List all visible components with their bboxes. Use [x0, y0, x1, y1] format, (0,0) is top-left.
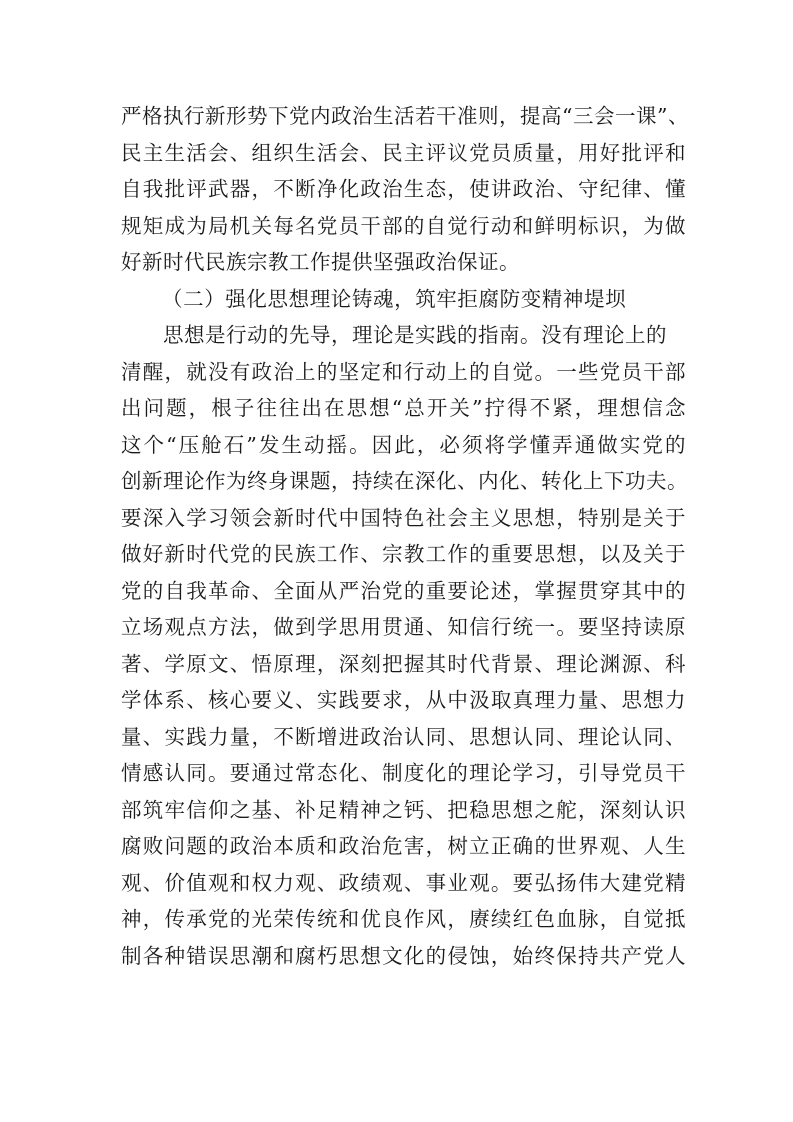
paragraph-line: 学体系、核心要义、实践要求，从中汲取真理力量、思想力 [121, 688, 686, 712]
paragraph-line: 民主生活会、组织生活会、民主评议党员质量，用好批评和 [121, 140, 686, 165]
paragraph-line: 要深入学习领会新时代中国特色社会主义思想，特别是关于 [121, 505, 686, 530]
paragraph-line: 腐败问题的政治本质和政治危害，树立正确的世界观、人生 [121, 834, 686, 858]
paragraph-line: 量、实践力量，不断增进政治认同、思想认同、理论认同、 [121, 724, 686, 749]
paragraph-line: 自我批评武器，不断净化政治生态，使讲政治、守纪律、懂 [121, 177, 686, 201]
paragraph-line: 著、学原文、悟原理，深刻把握其时代背景、理论渊源、科 [121, 651, 686, 676]
paragraph-line: 部筑牢信仰之基、补足精神之钙、把稳思想之舵，深刻认识 [121, 797, 686, 822]
paragraph-line: 情感认同。要通过常态化、制度化的理论学习，引导党员干 [121, 761, 686, 785]
paragraph-line: 党的自我革命、全面从严治党的重要论述，掌握贯穿其中的 [121, 578, 686, 603]
paragraph-line: 思想是行动的先导，理论是实践的指南。没有理论上的 [121, 323, 667, 347]
paragraph-line: 创新理论作为终身课题，持续在深化、内化、转化上下功夫。 [121, 469, 688, 493]
paragraph-line: 立场观点方法，做到学思用贯通、知信行统一。要坚持读原 [121, 615, 686, 639]
paragraph-line: 这个“压舱石”发生动摇。因此，必须将学懂弄通做实党的 [121, 432, 686, 457]
paragraph-line: 好新时代民族宗教工作提供坚强政治保证。 [121, 250, 520, 274]
section-heading: （二）强化思想理论铸魂，筑牢拒腐防变精神堤坝 [162, 286, 627, 311]
paragraph-line: 做好新时代党的民族工作、宗教工作的重要思想，以及关于 [121, 542, 686, 566]
paragraph-line: 规矩成为局机关每名党员干部的自觉行动和鲜明标识，为做 [121, 213, 686, 238]
paragraph-line: 神，传承党的光荣传统和优良作风，赓续红色血脉，自觉抵 [121, 907, 686, 931]
paragraph-line: 出问题，根子往往出在思想“总开关”拧得不紧，理想信念 [121, 396, 686, 420]
paragraph-line: 清醒，就没有政治上的坚定和行动上的自觉。一些党员干部 [121, 359, 686, 384]
document-body [121, 98, 689, 974]
paragraph-line: 观、价值观和权力观、政绩观、事业观。要弘扬伟大建党精 [121, 870, 686, 895]
paragraph-line: 制各种错误思潮和腐朽思想文化的侵蚀，始终保持共产党人 [121, 943, 686, 968]
paragraph-line: 严格执行新形势下党内政治生活若干准则，提高“三会一课”、 [121, 104, 689, 128]
